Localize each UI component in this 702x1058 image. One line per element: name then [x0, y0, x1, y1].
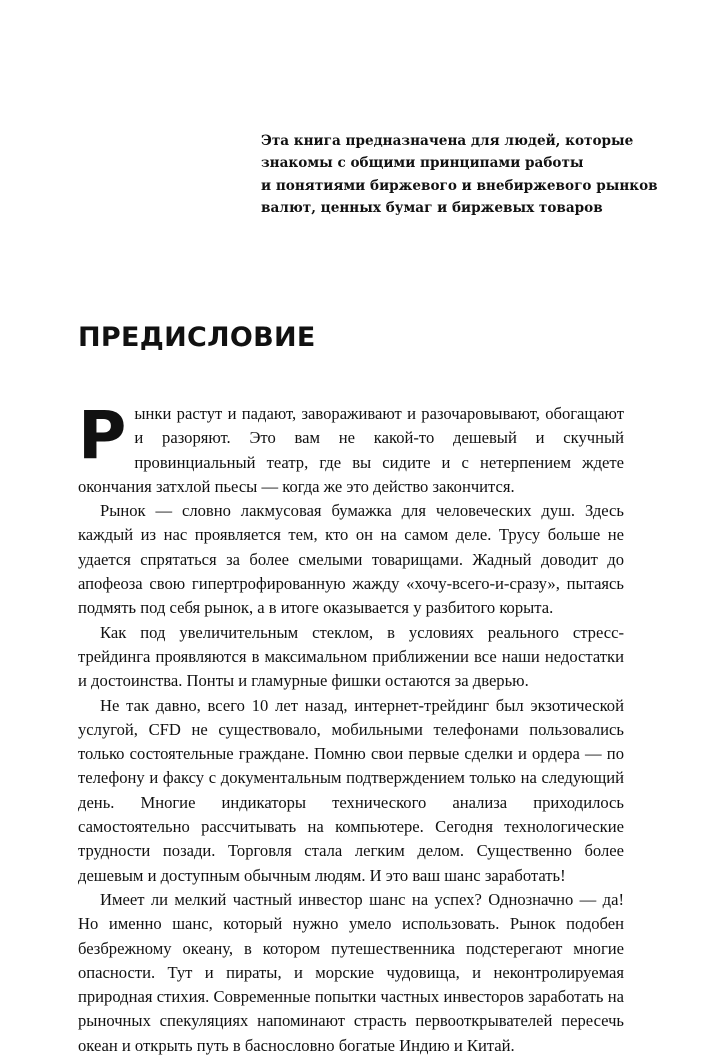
drop-cap: Р [78, 397, 127, 474]
epigraph-line: знакомы с общими принципами работы [261, 155, 584, 172]
epigraph-line: Эта книга предназначена для людей, которые [261, 133, 634, 149]
paragraph: Не так давно, всего 10 лет назад, интернет-трейдинг был экзотической услугой, CFD не существовало, мобильными телефонами пользовались только состоятельные граждане. Помню свои первые сделки и ордера — по телефону и факсу с документальным подтверждением только на следующий день. Многие индикаторы технического анализа приходилось самостоятельно рассчитывать на компьютере. Сегодня технологические трудности позади. Торговля стала легким делом. Существенно более дешевым и доступным обычным людям. И это ваш шанс заработать! [78, 695, 624, 885]
paragraph [78, 397, 624, 499]
epigraph [261, 130, 658, 220]
paragraph: Рынок — словно лакмусовая бумажка для человеческих душ. Здесь каждый из нас проявляется тем, кто он на самом деле. Трусу больше не удается спрятаться за более смелыми товарищами. Жадный доводит до апофеоза свою гипертрофированную жажду «хочу-всего-и-сразу», пытаясь подмять под себя рынок, а в итоге оказывается у разбитого корыта. [78, 501, 624, 618]
paragraph-text: ынки растут и падают, завораживают и разочаровывают, обогащают и разоряют. Это вам не какой-то дешевый и скучный провинциальный театр, где вы сидите и с нетерпением ждете окончания затхлой пьесы — когда же это действо закончится. [78, 404, 624, 496]
chapter-heading: ПРЕДИСЛОВИЕ [78, 322, 316, 353]
epigraph-line: и понятиями биржевого и внебиржевого рынков [261, 177, 658, 194]
paragraph: Как под увеличительным стеклом, в условиях реального стресс-трейдинга проявляются в максимальном приближении все наши недостатки и достоинства. Понты и гламурные фишки остаются за дверью. [78, 622, 624, 691]
epigraph-line: валют, ценных бумаг и биржевых товаров [261, 200, 603, 217]
paragraph: Имеет ли мелкий частный инвестор шанс на успех? Однозначно — да! Но именно шанс, который нужно умело использовать. Рынок подобен безбрежному океану, в котором путешественника подстерегают многие опасности. Тут и пираты, и морские чудовища, и неконтролируемая природная стихия. Современные попытки частных инвесторов заработать на рыночных спекуляциях напоминают страсть первооткрывателей пересечь океан и открыть путь в баснословно богатые Индию и Китай. [78, 889, 624, 1055]
body-text [78, 397, 624, 1058]
